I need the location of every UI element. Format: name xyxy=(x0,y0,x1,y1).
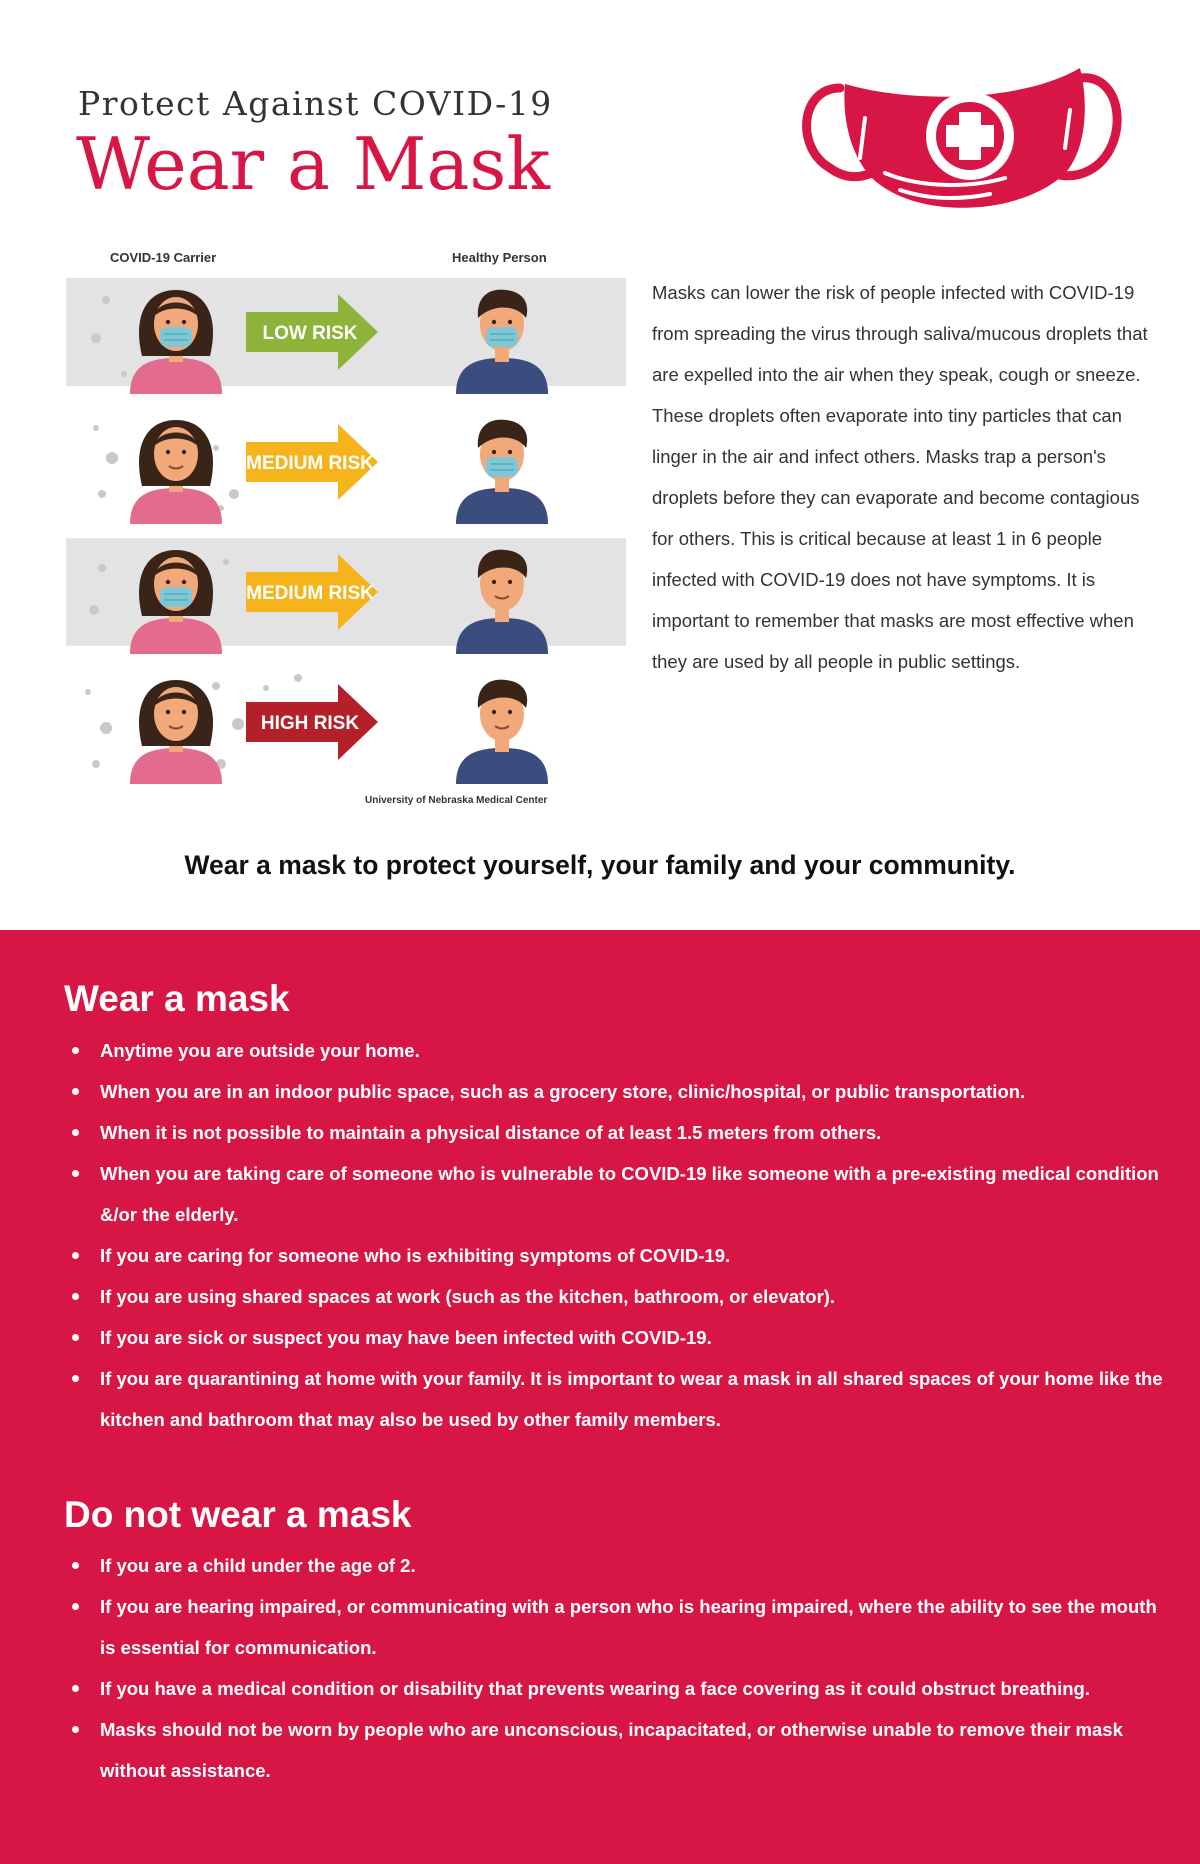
risk-label: LOW RISK xyxy=(262,323,358,344)
risk-row xyxy=(85,674,548,784)
list-item: If you are sick or suspect you may have been infected with COVID-19. xyxy=(64,1317,1174,1358)
list-item: If you are hearing impaired, or communicating with a person who is hearing impaired, where the ability to see the mouth is essential for communication. xyxy=(64,1586,1174,1668)
list-item: Masks should not be worn by people who are unconscious, incapacitated, or otherwise unable to remove their mask without assistance. xyxy=(64,1709,1174,1791)
dont-wear-list xyxy=(64,1545,1174,1791)
list-item: Anytime you are outside your home. xyxy=(64,1030,1174,1071)
risk-row xyxy=(93,420,548,524)
dont-wear-heading: Do not wear a mask xyxy=(64,1494,412,1535)
risk-label: HIGH RISK xyxy=(260,713,360,734)
healthy-column-label: Healthy Person xyxy=(452,250,547,265)
guidance-section xyxy=(0,930,1200,1864)
risk-label: MEDIUM RISK xyxy=(246,583,374,604)
risk-infographic xyxy=(66,278,626,798)
mask-explanation-paragraph: Masks can lower the risk of people infected with COVID-19 from spreading the virus through saliva/mucous droplets that are expelled into the air when they speak, cough or sneeze. These droplets often evaporate into tiny particles that can linger in the air and infect others. Masks trap a person's droplets before they can evaporate and become contagious for others. This is critical because at least 1 in 6 people infected with COVID-19 does not have symptoms. It is important to remember that masks are most effective when they are used by all people in public settings. xyxy=(652,282,1148,672)
list-item: When it is not possible to maintain a physical distance of at least 1.5 meters from others. xyxy=(64,1112,1174,1153)
carrier-column-label: COVID-19 Carrier xyxy=(110,250,217,265)
list-item: If you have a medical condition or disability that prevents wearing a face covering as it could obstruct breathing. xyxy=(64,1668,1174,1709)
wear-heading: Wear a mask xyxy=(64,978,290,1019)
risk-label: MEDIUM RISK xyxy=(246,453,374,474)
page-title: Wear a Mask xyxy=(76,122,551,206)
wear-list xyxy=(64,1030,1174,1440)
risk-row xyxy=(66,538,626,654)
risk-row xyxy=(66,278,626,394)
list-item: If you are caring for someone who is exhibiting symptoms of COVID-19. xyxy=(64,1235,1174,1276)
list-item: If you are using shared spaces at work (such as the kitchen, bathroom, or elevator). xyxy=(64,1276,1174,1317)
face-mask-icon xyxy=(790,48,1130,218)
list-item: If you are a child under the age of 2. xyxy=(64,1545,1174,1586)
list-item: If you are quarantining at home with your family. It is important to wear a mask in all shared spaces of your home like the kitchen and bathroom that may also be used by other family members. xyxy=(64,1358,1174,1440)
list-item: When you are in an indoor public space, such as a grocery store, clinic/hospital, or public transportation. xyxy=(64,1071,1174,1112)
list-item: When you are taking care of someone who is vulnerable to COVID-19 like someone with a pre-existing medical condition &/or the elderly. xyxy=(64,1153,1174,1235)
subtitle: Protect Against COVID-19 xyxy=(78,84,553,123)
source-credit: University of Nebraska Medical Center xyxy=(365,795,548,806)
tagline: Wear a mask to protect yourself, your family and your community. xyxy=(184,850,1016,880)
